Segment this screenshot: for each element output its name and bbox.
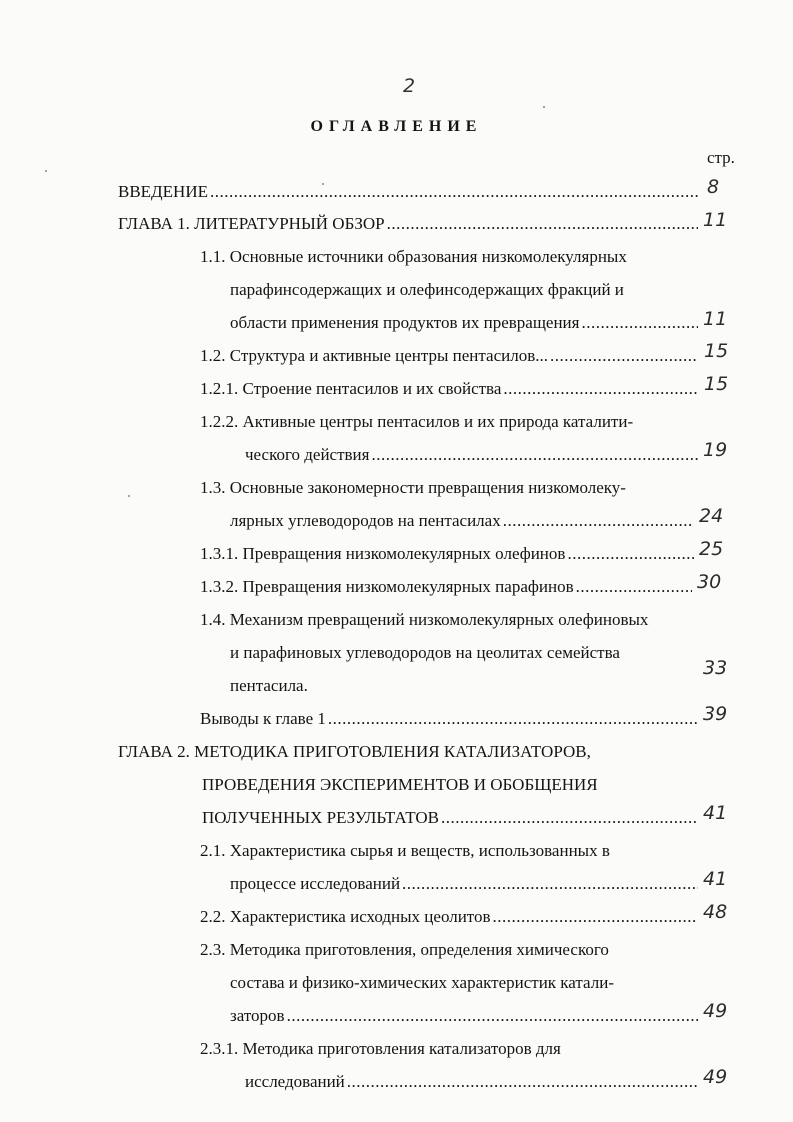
toc-entry-2-3-line-2: [230, 971, 614, 995]
toc-entry-2-3-line-3: [230, 1004, 700, 1028]
scan-speck: [128, 495, 130, 497]
toc-entry-text: 2.3.1. Методика приготовления катализаторов для: [200, 1039, 561, 1058]
toc-entry-text: процессе исследований: [230, 874, 401, 893]
toc-page-number: 49: [703, 1066, 728, 1088]
toc-page-number: 25: [699, 538, 724, 560]
toc-page-number: 39: [703, 703, 728, 725]
toc-entry-text: и парафиновых углеводородов на цеолитах семейства: [230, 643, 620, 662]
toc-entry-text: состава и физико-химических характеристик катали-: [230, 973, 614, 992]
toc-entry-text: ГЛАВА 1. ЛИТЕРАТУРНЫЙ ОБЗОР: [118, 214, 385, 233]
toc-entry-2-1-line-2: [230, 872, 700, 896]
toc-entry-2-3-1-line-1: [200, 1037, 561, 1061]
toc-entry-1-2-2-line-1: [200, 410, 633, 434]
toc-page-number: 15: [704, 340, 729, 362]
toc-page-number: 8: [707, 176, 720, 198]
toc-entry-text: 1.2.2. Активные центры пентасилов и их природа каталити-: [200, 412, 634, 431]
toc-entry-text: ВВЕДЕНИЕ: [118, 182, 208, 201]
toc-entry-chapter-2-line-1: [118, 740, 591, 764]
toc-entry-2-1-line-1: [200, 839, 610, 863]
toc-entry-1-1-line-3: [230, 311, 700, 335]
toc-entry-2-2: [200, 905, 698, 929]
toc-entry-text: 2.1. Характеристика сырья и веществ, использованных в: [200, 841, 610, 860]
toc-entry-text: лярных углеводородов на пентасилах: [230, 511, 501, 530]
toc-page-number: 30: [697, 571, 722, 593]
toc-entry-chapter-1: [118, 212, 700, 236]
scan-speck: [45, 170, 47, 172]
toc-entry-1-2-2-line-2: [245, 443, 700, 467]
toc-entry-text: ГЛАВА 2. МЕТОДИКА ПРИГОТОВЛЕНИЯ КАТАЛИЗАТОРОВ,: [118, 742, 591, 761]
toc-entry-text: области применения продуктов их превращения: [230, 313, 580, 332]
toc-entry-text: ческого действия: [245, 445, 370, 464]
handwritten-page-number: 2: [403, 75, 417, 97]
toc-entry-text: парафинсодержащих и олефинсодержащих фракций и: [230, 280, 624, 299]
toc-entry-1-2: [200, 344, 700, 368]
toc-entry-1-3-2: [200, 575, 694, 599]
page-column-label: стр.: [707, 148, 735, 167]
toc-page-number: 24: [699, 505, 724, 527]
toc-entry-text: заторов: [230, 1006, 285, 1025]
toc-entry-text: 1.2. Структура и активные центры пентасилов...: [200, 346, 548, 365]
toc-entry-text: 2.2. Характеристика исходных цеолитов: [200, 907, 491, 926]
toc-entry-chapter-2-line-2: [202, 773, 598, 797]
toc-entry-text: 1.1. Основные источники образования низкомолекулярных: [200, 247, 627, 266]
toc-entry-text: 1.2.1. Строение пентасилов и их свойства: [200, 379, 502, 398]
toc-entry-1-2-1: [200, 377, 700, 401]
toc-entry-1-1-line-1: [200, 245, 627, 269]
toc-page-number: 11: [703, 209, 728, 231]
toc-entry-2-3-1-line-2: [245, 1070, 700, 1094]
toc-entry-text: пентасила.: [230, 676, 308, 695]
toc-page-number: 48: [703, 901, 728, 923]
toc-entry-text: исследований: [245, 1072, 345, 1091]
toc-entry-chapter-2-line-3: [202, 806, 698, 830]
toc-entry-text: 1.3. Основные закономерности превращения низкомолеку-: [200, 478, 626, 497]
toc-entry-1-3-1: [200, 542, 696, 566]
toc-entry-text: Выводы к главе 1: [200, 709, 326, 728]
toc-entry-1-3-line-2: [230, 509, 696, 533]
toc-page-number: 15: [704, 373, 729, 395]
toc-page-number: 19: [703, 439, 728, 461]
page-title: ОГЛАВЛЕНИЕ: [310, 118, 483, 135]
toc-page-number: 49: [703, 1000, 728, 1022]
toc-entry-text: ПРОВЕДЕНИЯ ЭКСПЕРИМЕНТОВ И ОБОБЩЕНИЯ: [202, 775, 598, 794]
toc-page-number: 33: [703, 657, 728, 679]
toc-entry-text: 2.3. Методика приготовления, определения химического: [200, 940, 609, 959]
toc-entry-1-4-line-2: [230, 641, 620, 665]
toc-entry-text: ПОЛУЧЕННЫХ РЕЗУЛЬТАТОВ: [202, 808, 439, 827]
scan-speck: [322, 183, 324, 185]
scan-speck: [543, 106, 545, 108]
toc-entry-text: 1.4. Механизм превращений низкомолекулярных олефиновых: [200, 610, 649, 629]
toc-entry-text: 1.3.2. Превращения низкомолекулярных парафинов: [200, 577, 574, 596]
toc-page-number: 11: [703, 308, 728, 330]
toc-entry-1-4-line-3: [230, 674, 308, 698]
toc-entry-1-4-line-1: [200, 608, 648, 632]
toc-entry-conclusions-1: [200, 707, 700, 731]
toc-entry-2-3-line-1: [200, 938, 609, 962]
toc-page-number: 41: [703, 868, 728, 890]
toc-entry-introduction: [118, 180, 700, 204]
toc-entry-1-1-line-2: [230, 278, 624, 302]
toc-entry-1-3-line-1: [200, 476, 626, 500]
toc-entry-text: 1.3.1. Превращения низкомолекулярных олефинов: [200, 544, 566, 563]
toc-page-number: 41: [703, 802, 728, 824]
